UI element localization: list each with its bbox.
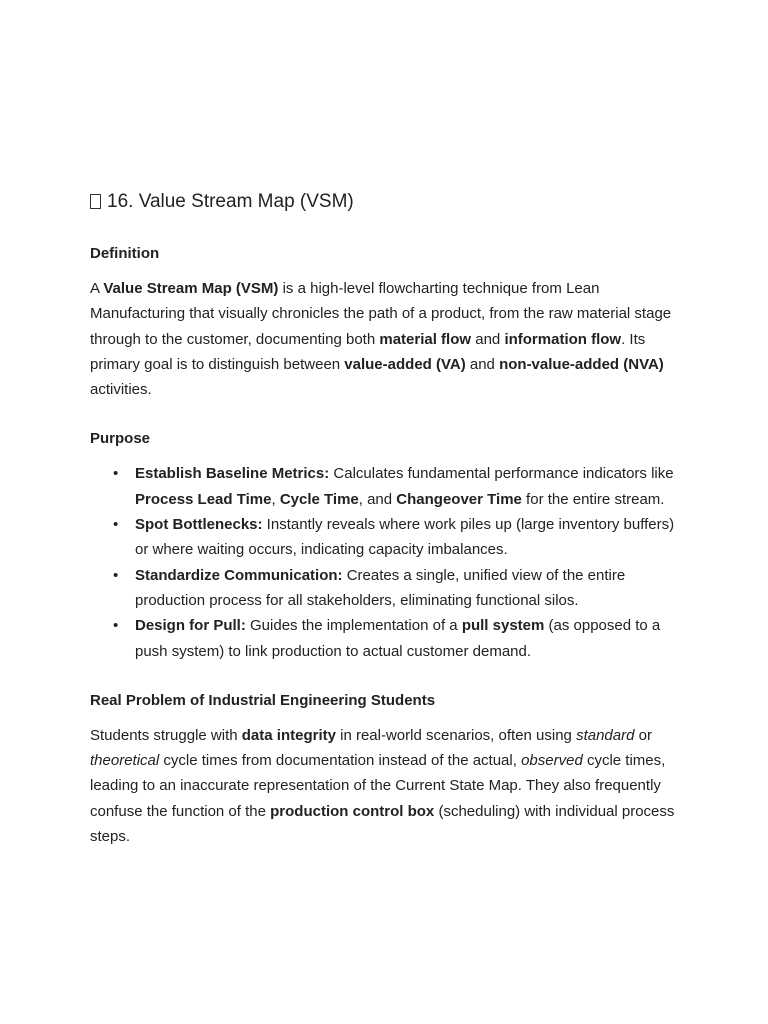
problem-heading: Real Problem of Industrial Engineering Students: [90, 691, 436, 709]
definition-heading: Definition: [90, 245, 160, 262]
list-item: • Establish Baseline Metrics: Calculates fundamental performance indicators like Process Lead Time, Cycle Time, and Changeover Time for the entire stream.: [135, 461, 685, 512]
page-title-text: 16. Value Stream Map (VSM): [107, 191, 354, 212]
document-content: [90, 188, 685, 849]
list-item: • Standardize Communication: Creates a single, unified view of the entire production process for all stakeholders, eliminating functional silos.: [135, 563, 685, 614]
list-item: • Spot Bottlenecks: Instantly reveals where work piles up (large inventory buffers) or where waiting occurs, indicating capacity imbalances.: [135, 512, 685, 563]
problem-paragraph: Students struggle with data integrity in real-world scenarios, often using standard or theoretical cycle times from documentation instead of the actual, observed cycle times, leading to an inaccurate representation of the Current State Map. They also frequently confuse the function of the production control box (scheduling) with individual process steps.: [90, 726, 675, 846]
list-item: • Design for Pull: Guides the implementation of a pull system (as opposed to a push system) to link production to actual customer demand.: [135, 613, 685, 664]
definition-paragraph: A Value Stream Map (VSM) is a high-level flowcharting technique from Lean Manufacturing that visually chronicles the path of a product, from the raw material stage through to the customer, documenting both material flow and information flow. Its primary goal is to distinguish between value-added (VA) and non-value-added (NVA) activities.: [90, 280, 672, 399]
page-title: [90, 188, 685, 216]
square-glyph-icon: [90, 194, 101, 209]
purpose-list: [90, 461, 685, 663]
purpose-heading: Purpose: [90, 430, 151, 448]
